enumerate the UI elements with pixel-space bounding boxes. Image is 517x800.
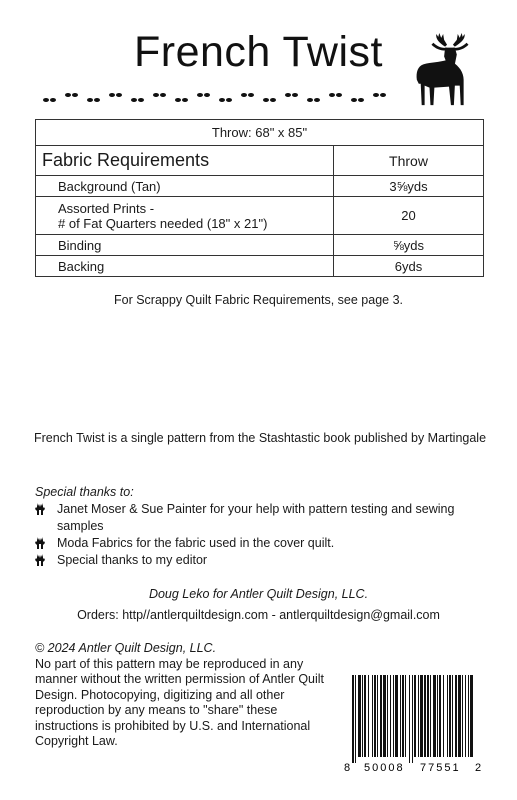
- scrappy-note: For Scrappy Quilt Fabric Requirements, see page 3.: [113, 293, 404, 307]
- antler-bullet-icon: [35, 554, 45, 566]
- table-row: [36, 176, 484, 197]
- barcode-group-2: 77551: [420, 762, 461, 773]
- row-name-line2: # of Fat Quarters needed (18" x 21"): [58, 215, 268, 231]
- list-item: [35, 501, 485, 535]
- row-name: Binding: [36, 235, 334, 256]
- page-title: French Twist: [134, 28, 383, 76]
- fabric-requirements-heading: Fabric Requirements: [36, 146, 334, 176]
- designer-credit: Doug Leko for Antler Quilt Design, LLC.: [148, 587, 369, 601]
- orders-contact: Orders: http//antlerquiltdesign.com - antlerquiltdesign@gmail.com: [77, 608, 440, 622]
- throw-size: Throw: 68" x 85": [36, 120, 484, 146]
- table-row: [36, 197, 484, 235]
- row-name: [36, 197, 334, 235]
- thanks-item-text: Special thanks to my editor: [57, 553, 208, 567]
- special-thanks: [35, 484, 485, 569]
- hoofprint-track-icon: [40, 89, 400, 105]
- copyright-body: No part of this pattern may be reproduced in any manner without the written permission of Antler Quilt Design. Photocopying, digitizing and all other reproduction by any means to "share" these instructions is prohibited by U.S. and International Copyright Law.: [35, 656, 325, 748]
- thanks-item-text: Janet Moser & Sue Painter for your help with pattern testing and sewing samples: [57, 502, 455, 533]
- barcode-left-digit: 8: [344, 762, 351, 773]
- barcode-right-digit: 2: [475, 762, 482, 773]
- about-text: French Twist is a single pattern from the Stashtastic book published by Martingale: [33, 431, 487, 445]
- row-name: Backing: [36, 256, 334, 277]
- row-name-line1: Assorted Prints -: [58, 200, 155, 216]
- throw-column-header: Throw: [334, 146, 484, 176]
- antler-bullet-icon: [35, 503, 45, 515]
- row-value: ⅝yds: [334, 235, 484, 256]
- table-row: [36, 235, 484, 256]
- list-item: [35, 535, 485, 552]
- fabric-requirements-table: [35, 119, 484, 277]
- thanks-heading: Special thanks to:: [35, 485, 134, 499]
- row-value: 3⅝yds: [334, 176, 484, 197]
- copyright-heading: © 2024 Antler Quilt Design, LLC.: [35, 641, 217, 655]
- row-value: 20: [334, 197, 484, 235]
- copyright-notice: [35, 641, 325, 750]
- row-name: Background (Tan): [36, 176, 334, 197]
- row-value: 6yds: [334, 256, 484, 277]
- moose-icon: [410, 33, 488, 111]
- antler-bullet-icon: [35, 537, 45, 549]
- barcode: [342, 675, 485, 773]
- barcode-group-1: 50008: [364, 762, 405, 773]
- list-item: [35, 552, 485, 569]
- thanks-item-text: Moda Fabrics for the fabric used in the cover quilt.: [57, 536, 335, 550]
- table-row: [36, 256, 484, 277]
